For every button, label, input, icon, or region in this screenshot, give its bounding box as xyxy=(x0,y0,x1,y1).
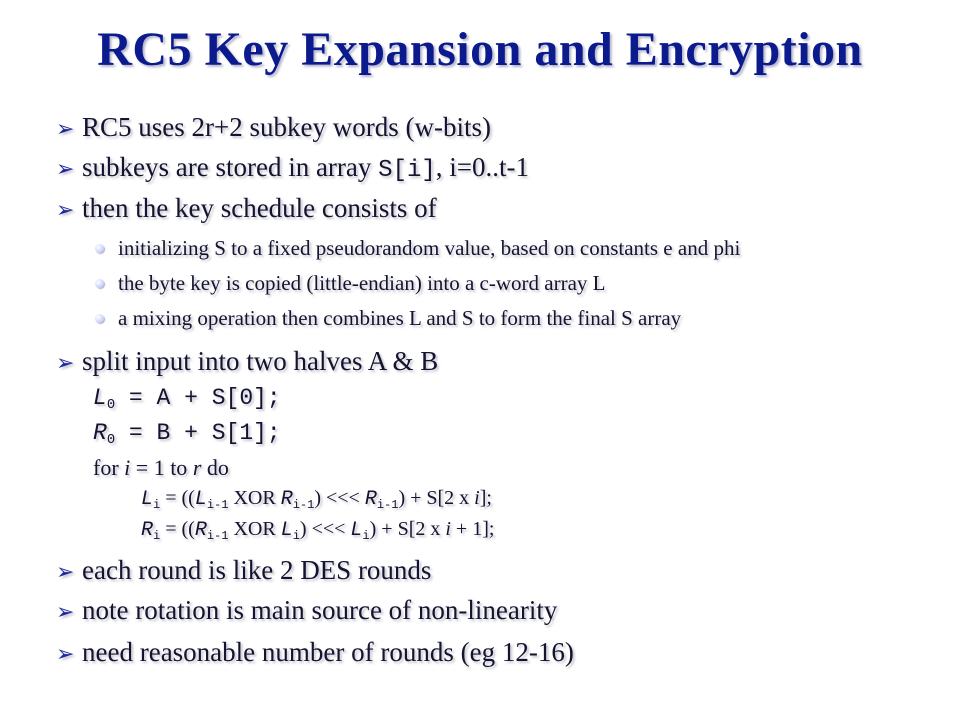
code-sub: i-1 xyxy=(376,498,399,512)
bullet-subkeys-array xyxy=(56,152,529,184)
code-var: i xyxy=(445,518,451,540)
sub-bullet-text: initializing S to a fixed pseudorandom value, based on constants e and phi xyxy=(118,236,741,260)
bullet-key-schedule xyxy=(56,193,437,224)
arrow-right-icon: ➢ xyxy=(56,197,75,222)
bullet-des-rounds xyxy=(56,555,431,586)
code-text: ) + S[2 x xyxy=(398,487,475,509)
arrow-right-icon: ➢ xyxy=(56,116,75,141)
sub-bullet-byte-key xyxy=(95,271,605,296)
sub-bullet-initializing xyxy=(95,236,740,261)
arrow-right-icon: ➢ xyxy=(56,641,75,666)
code-var: L xyxy=(194,488,207,511)
arrow-right-icon: ➢ xyxy=(56,156,75,181)
code-text: + 1]; xyxy=(450,518,495,540)
dot-icon xyxy=(95,244,104,253)
bullet-text: need reasonable number of rounds (eg 12-16) xyxy=(82,637,574,667)
bullet-rounds xyxy=(56,637,574,668)
code-inline: S[i] xyxy=(378,157,436,184)
code-for-loop xyxy=(93,455,229,481)
code-keyword: do xyxy=(201,455,229,480)
bullet-rotation xyxy=(56,595,557,626)
sub-bullet-mixing xyxy=(95,306,681,331)
sub-bullet-text: the byte key is copied (little-endian) into a c-word array L xyxy=(118,271,606,295)
code-var: r xyxy=(192,455,202,480)
code-text: ]; xyxy=(479,487,492,509)
code-r0 xyxy=(93,420,281,448)
code-sub: 0 xyxy=(106,433,116,448)
bullet-text: each round is like 2 DES rounds xyxy=(82,555,432,585)
dot-icon xyxy=(95,314,104,323)
code-l0 xyxy=(93,385,281,413)
code-sub: i xyxy=(362,529,370,543)
arrow-right-icon: ➢ xyxy=(56,599,75,624)
code-var: R xyxy=(93,420,107,446)
code-text: = (( xyxy=(160,518,195,540)
code-var: L xyxy=(280,519,293,542)
code-var: R xyxy=(141,519,154,542)
code-var: L xyxy=(350,519,363,542)
code-text: ) <<< xyxy=(314,487,365,509)
code-sub: i-1 xyxy=(206,529,229,543)
bullet-text: RC5 uses 2r+2 subkey words (w-bits) xyxy=(82,112,491,142)
code-var: R xyxy=(280,488,293,511)
code-sub: 0 xyxy=(106,398,116,413)
code-text: XOR xyxy=(228,487,281,509)
code-ri-line xyxy=(141,518,494,543)
code-var: i xyxy=(124,455,131,480)
code-sub: i-1 xyxy=(292,498,315,512)
slide-title: RC5 Key Expansion and Encryption xyxy=(97,23,863,76)
bullet-text-pre: subkeys are stored in array xyxy=(82,152,379,182)
code-text: XOR xyxy=(228,518,281,540)
bullet-text: note rotation is main source of non-linearity xyxy=(82,595,558,625)
dot-icon xyxy=(95,279,104,288)
code-text: = 1 to xyxy=(130,455,193,480)
arrow-right-icon: ➢ xyxy=(56,559,75,584)
code-var: L xyxy=(141,488,154,511)
code-var: R xyxy=(194,519,207,542)
code-sub: i xyxy=(153,529,161,543)
bullet-text-post: , i=0..t-1 xyxy=(435,152,529,182)
bullet-subkey-words xyxy=(56,112,491,143)
bullet-split-input xyxy=(56,346,438,377)
code-text: ) + S[2 x xyxy=(369,518,446,540)
code-rest: = A + S[0]; xyxy=(115,385,281,411)
code-sub: i xyxy=(292,529,300,543)
code-keyword: for xyxy=(93,455,125,480)
code-sub: i-1 xyxy=(206,498,229,512)
code-li-line xyxy=(141,487,492,512)
code-var: R xyxy=(364,488,377,511)
code-rest: = B + S[1]; xyxy=(115,420,281,446)
code-text: = (( xyxy=(160,487,195,509)
code-text: ) <<< xyxy=(299,518,351,540)
bullet-text: split input into two halves A & B xyxy=(82,346,439,376)
bullet-text: then the key schedule consists of xyxy=(82,193,437,223)
code-var: i xyxy=(474,487,480,509)
arrow-right-icon: ➢ xyxy=(56,350,75,375)
sub-bullet-text: a mixing operation then combines L and S to form the final S array xyxy=(118,306,682,330)
code-var: L xyxy=(93,385,107,411)
code-sub: i xyxy=(153,498,161,512)
